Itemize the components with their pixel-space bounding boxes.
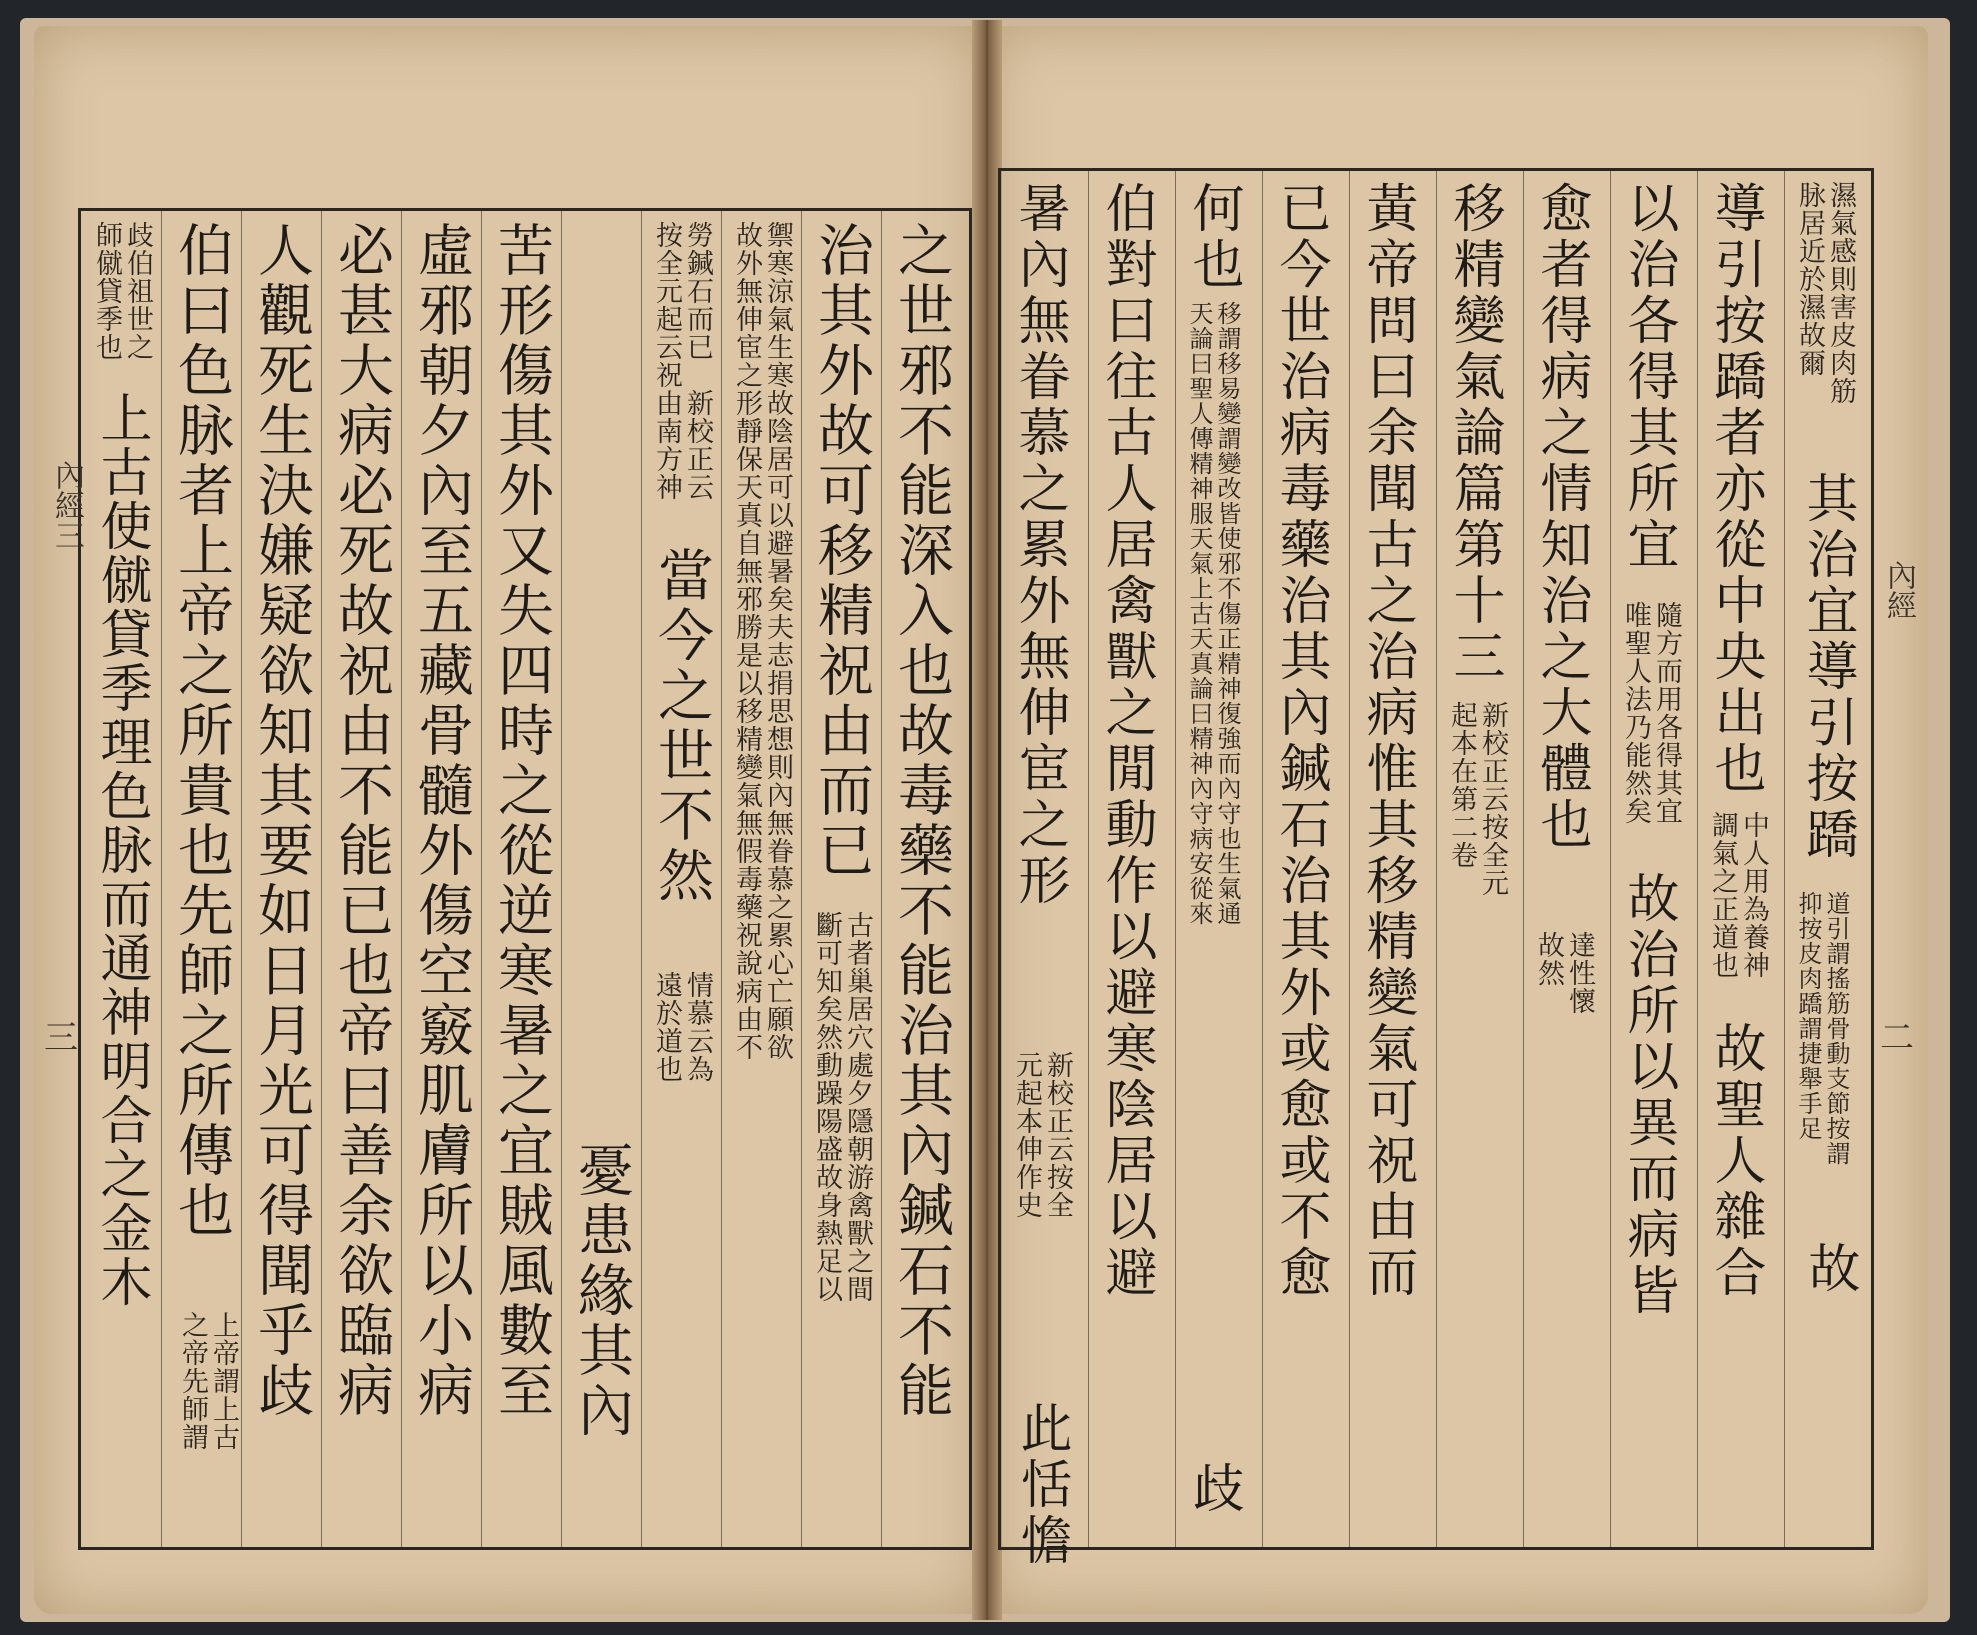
- text-column: 人觀死生決嫌疑欲知其要如日月光可得聞乎歧: [249, 221, 314, 1421]
- margin-title: 內經三: [49, 460, 84, 550]
- annotation-line: 唯聖人法乃能然矣: [1620, 601, 1651, 825]
- text-column: 導引按蹻者亦從中央出也: [1705, 181, 1765, 797]
- annotation-pair: [179, 1311, 237, 1451]
- annotation-pair: [1448, 701, 1506, 897]
- annotation-line: 抑按皮肉蹻謂捷舉手足: [1794, 891, 1822, 1141]
- text-column: 虛邪朝夕內至五藏骨髓外傷空竅肌膚所以小病: [409, 221, 474, 1421]
- annotation-pair: [1622, 601, 1680, 825]
- text-column: 伯對曰往古人居禽獸之閒動作以避寒陰居以避: [1096, 181, 1156, 1301]
- annotation-line: 按全元起云祝由南方神: [651, 221, 682, 501]
- annotation-line: 古者巢居穴處夕隱朝游禽獸之間: [842, 911, 873, 1303]
- text-column: 故聖人雜合: [1705, 1021, 1765, 1301]
- text-column: 當今之世不然: [649, 546, 714, 906]
- text-column: 歧: [1183, 1461, 1243, 1517]
- folio-number: 二: [1880, 1018, 1914, 1058]
- left-text-frame: [78, 208, 972, 1550]
- annotation-line: 天論曰聖人傳精神服天氣上古天真論曰精神內守病安從來: [1185, 301, 1213, 926]
- text-column: 其治宜導引按蹻: [1797, 471, 1857, 863]
- margin-title: 內經: [1881, 560, 1916, 620]
- text-column: 愈者得病之情知治之大體也: [1531, 181, 1591, 853]
- text-column: 以治各得其所宜: [1618, 181, 1678, 573]
- folio-fragment: 三: [44, 1018, 78, 1058]
- annotation-line: 遠於道也: [651, 971, 682, 1083]
- text-column: 必甚大病必死故祝由不能已也帝曰善余欲臨病: [329, 221, 394, 1421]
- annotation-line: 歧伯祖世之: [122, 221, 153, 361]
- right-text-frame: [998, 168, 1874, 1569]
- annotation-pair: [653, 971, 711, 1083]
- annotation-pair: [1535, 931, 1593, 1015]
- annotation-line: 調氣之正道也: [1707, 811, 1738, 979]
- text-column: 暑內無眷慕之累外無伸宦之形: [1009, 181, 1069, 909]
- annotation-line: 故然: [1533, 931, 1564, 987]
- annotation-pair: [1013, 1051, 1071, 1219]
- text-column: 伯曰色脉者上帝之所貴也先師之所傳也: [169, 221, 234, 1241]
- annotation-pair: [1796, 891, 1848, 1166]
- annotation-line: 新校正云按全元: [1477, 701, 1508, 897]
- annotation-line: 故外無伸宦之形靜保天真自無邪勝是以移精變氣無假毒藥祝說病由不: [731, 221, 762, 1061]
- annotation-line: 禦寒涼氣生寒故陰居可以避暑矣夫志捐思想則內無眷慕之累心亡願欲: [762, 221, 793, 1061]
- text-column: 之世邪不能深入也故毒藥不能治其內鍼石不能: [889, 221, 954, 1421]
- annotation-line: 隨方而用各得其宜: [1651, 601, 1682, 825]
- annotation-line: 之帝先師謂: [177, 1311, 208, 1451]
- text-column: 上古使僦貸季理色脉而通神明合之金木: [91, 391, 151, 1309]
- annotation-line: 勞鍼石而已 新校正云: [682, 221, 713, 501]
- annotation-pair: [93, 221, 151, 361]
- annotation-line: 起本在第二卷: [1446, 701, 1477, 869]
- annotation-pair: [1796, 181, 1854, 405]
- annotation-line: 移謂移易變謂變改皆使邪不傷正精神復強而內守也生氣通: [1213, 301, 1241, 926]
- annotation-line: 達性懷: [1564, 931, 1595, 1015]
- text-column: 此恬憺: [1011, 1401, 1071, 1569]
- text-column: 憂患緣其內: [569, 1141, 634, 1441]
- annotation-pair: [1187, 301, 1239, 926]
- text-column: 故治所以異而病皆: [1618, 871, 1678, 1319]
- annotation-line: 道引謂搖筋骨動支節按謂: [1822, 891, 1850, 1166]
- text-column: 已今世治病毒藥治其內鍼石治其外或愈或不愈: [1270, 181, 1330, 1301]
- annotation-line: 新校正云按全: [1042, 1051, 1073, 1219]
- text-column: 故: [1799, 1241, 1859, 1297]
- annotation-pair: [653, 221, 711, 501]
- annotation-line: 元起本伸作史: [1011, 1051, 1042, 1219]
- annotation-line: 脉居近於濕故爾: [1794, 181, 1825, 377]
- annotation-pair: [1709, 811, 1767, 979]
- annotation-pair: [733, 221, 791, 1061]
- annotation-line: 上帝謂上古: [208, 1311, 239, 1451]
- text-column: 苦形傷其外又失四時之從逆寒暑之宜賊風數至: [489, 221, 554, 1421]
- chapter-heading: 移精變氣論篇第十三: [1444, 181, 1504, 685]
- annotation-line: 斷可知矣然動躁陽盛故身熱足以: [811, 911, 842, 1303]
- text-column: 黃帝問曰余聞古之治病惟其移精變氣可祝由而: [1357, 181, 1417, 1301]
- annotation-line: 濕氣感則害皮肉筋: [1825, 181, 1856, 405]
- text-column: 治其外故可移精祝由而已: [809, 221, 874, 881]
- annotation-line: 中人用為養神: [1738, 811, 1769, 979]
- text-column: 何也: [1183, 181, 1243, 293]
- annotation-pair: [813, 911, 871, 1303]
- annotation-line: 師僦貸季也: [91, 221, 122, 361]
- annotation-line: 情慕云為: [682, 971, 713, 1083]
